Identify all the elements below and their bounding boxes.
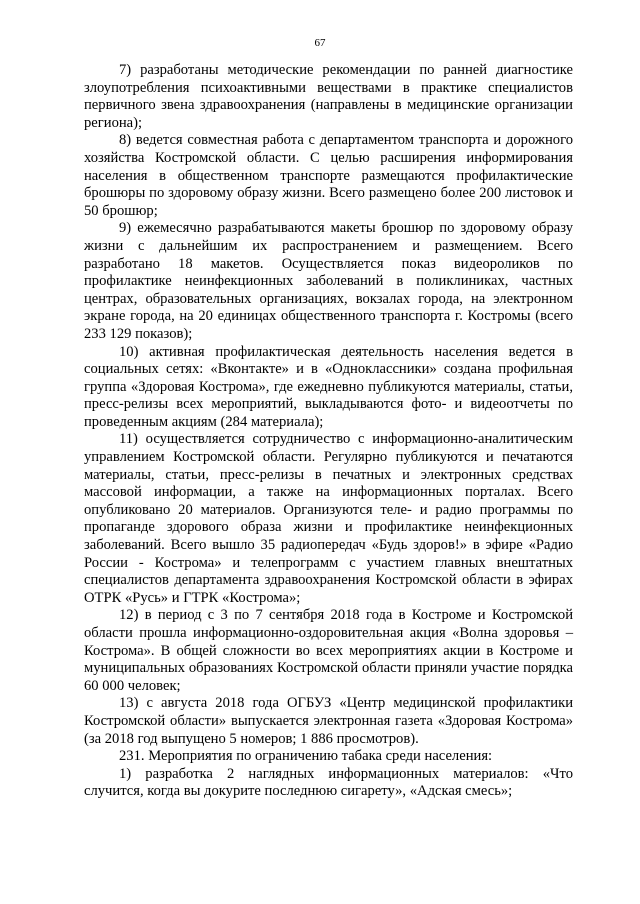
paragraph-item-11: 11) осуществляется сотрудничество с информационно-аналитическим управлением Костромской области. Регулярно публикуются и печатаются материалы, статьи, пресс-релизы в печатных и электронных средствах массовой информации, а также на информационных порталах. Всего опубликовано 20 материалов. Организуются теле- и радио программы по пропаганде здорового образа жизни и профилактике неинфекционных заболеваний. Всего вышло 35 радиопередач «Будь здоров!» в эфире «Радио России - Кострома» и телепрограмм с участием главных внештатных специалистов департамента здравоохранения Костромской области в эфирах ОТРК «Русь» и ГТРК «Кострома»; xyxy=(84,431,573,606)
section-heading-231: 231. Мероприятия по ограничению табака среди населения: xyxy=(119,748,493,765)
page-number: 67 xyxy=(314,37,326,49)
paragraph-item-13: 13) с августа 2018 года ОГБУЗ «Центр медицинской профилактики Костромской области» выпускается электронная газета «Здоровая Кострома» (за 2018 год выпущено 5 номеров; 1 886 просмотров). xyxy=(84,695,573,747)
paragraph-item-7: 7) разработаны методические рекомендации по ранней диагностике злоупотребления психоактивными веществами в практике специалистов первичного звена здравоохранения (направлены в медицинские организации региона); xyxy=(84,62,573,131)
document-body xyxy=(84,62,573,801)
paragraph-item-10: 10) активная профилактическая деятельность населения ведется в социальных сетях: «Вконтакте» и в «Одноклассники» создана профильная группа «Здоровая Кострома», где ежедневно публикуются материалы, статьи, пресс-релизы всех мероприятий, выкладываются фото- и видеоотчеты по проведенным акциям (284 материала); xyxy=(84,343,573,430)
paragraph-item-8: 8) ведется совместная работа с департаментом транспорта и дорожного хозяйства Костромской области. С целью расширения информирования населения в общественном транспорте размещаются профилактические брошюры по здоровому образу жизни. Всего размещено более 200 листовок и 50 брошюр; xyxy=(84,132,573,219)
paragraph-item-9: 9) ежемесячно разрабатываются макеты брошюр по здоровому образу жизни с дальнейшим их распространением и размещением. Всего разработано 18 макетов. Осуществляется показ видеороликов по профилактике неинфекционных заболеваний в поликлиниках, частных центрах, образовательных организациях, вокзалах города, на электронном экране города, на 20 единицах общественного транспорта г. Костромы (всего 233 129 показов); xyxy=(84,220,573,342)
paragraph-item-1: 1) разработка 2 наглядных информационных материалов: «Что случится, когда вы докурите последнюю сигарету», «Адская смесь»; xyxy=(84,765,573,800)
paragraph-item-12: 12) в период с 3 по 7 сентября 2018 года в Костроме и Костромской области прошла информационно-оздоровительная акция «Волна здоровья – Кострома». В общей сложности во всех мероприятиях акции в Костроме и муниципальных образованиях Костромской области приняли участие порядка 60 000 человек; xyxy=(84,607,573,694)
